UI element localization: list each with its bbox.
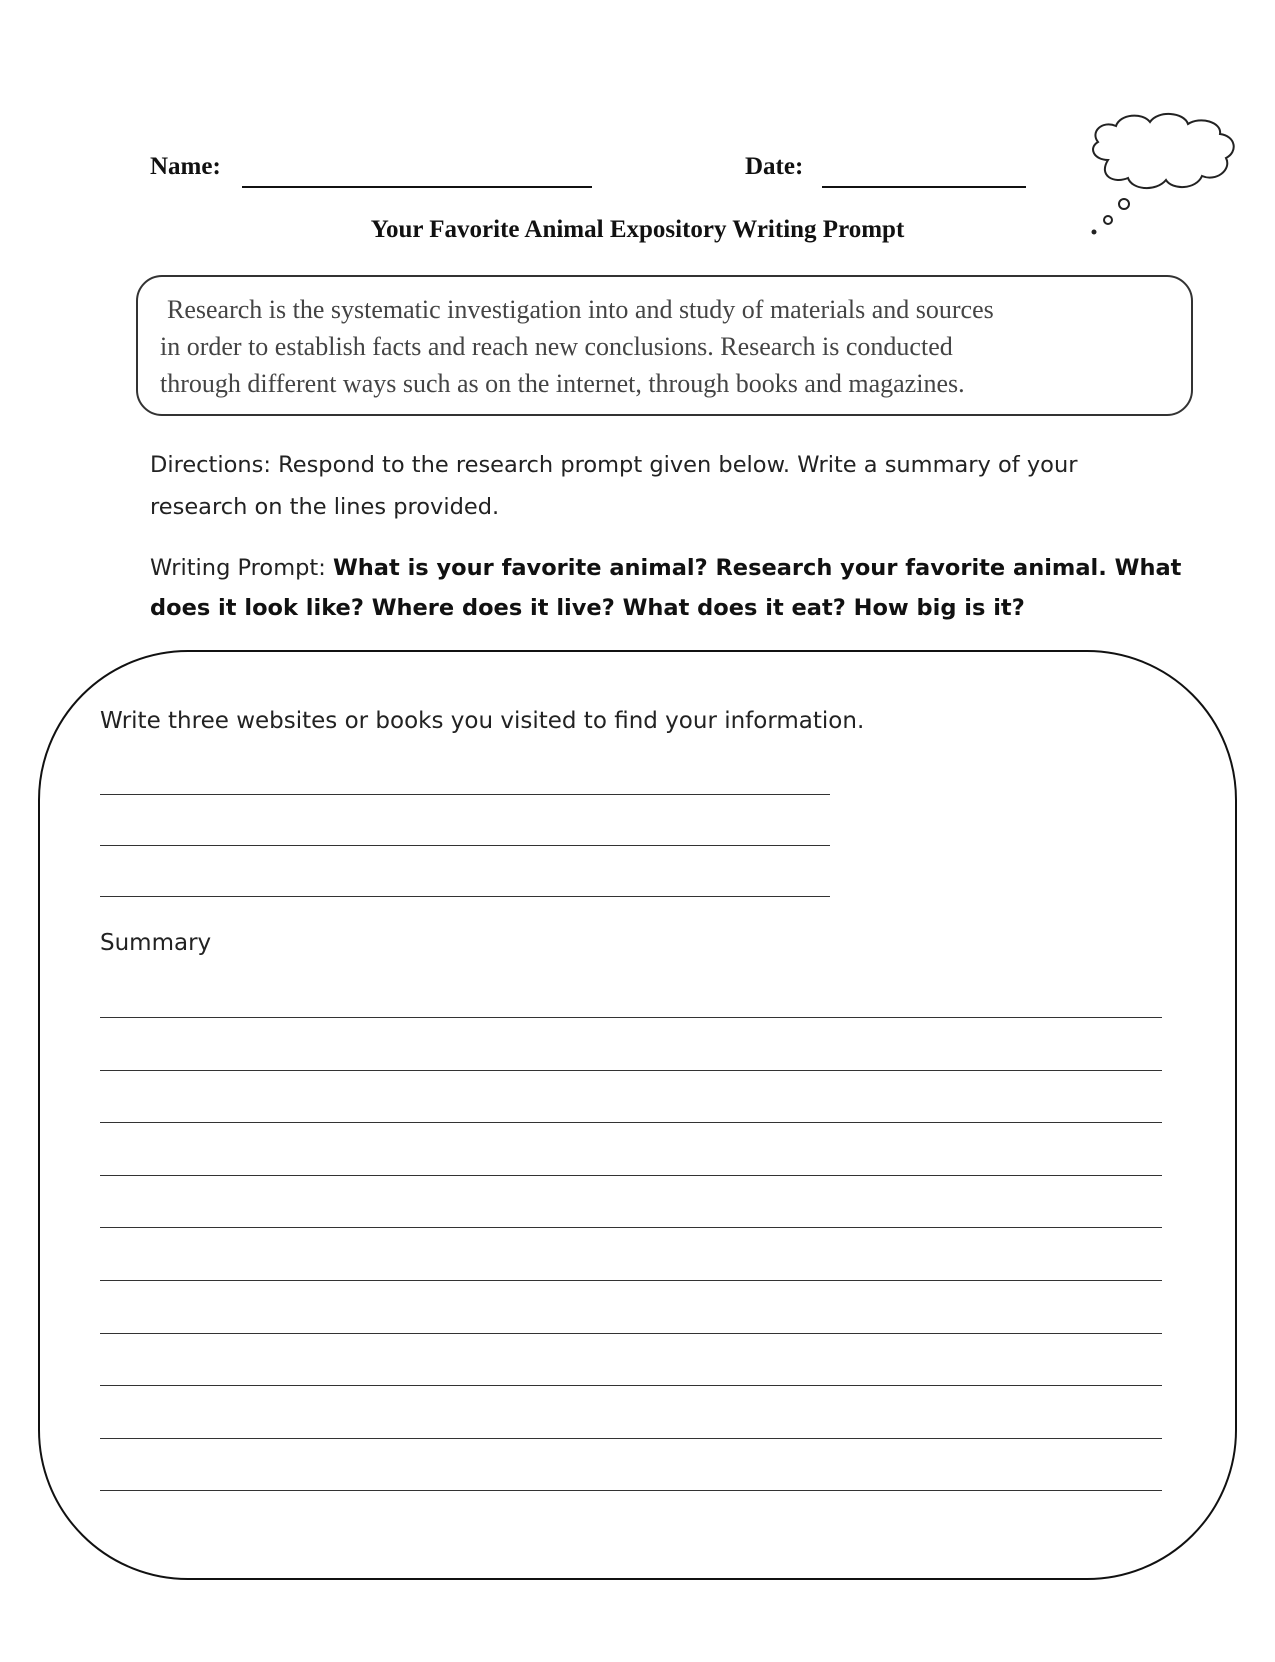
summary-answer-line[interactable] — [100, 1438, 1162, 1439]
summary-answer-line[interactable] — [100, 1490, 1162, 1491]
date-field[interactable] — [822, 186, 1026, 188]
summary-answer-line[interactable] — [100, 1017, 1162, 1018]
research-text-line: through different ways such as on the internet, through books and magazines. — [160, 369, 965, 398]
sources-instruction: Write three websites or books you visited to find your information. — [100, 708, 865, 734]
research-definition-box — [136, 275, 1193, 416]
writing-prompt-question: What is your favorite animal? Research your favorite animal. What does it look like? Where does it live? What does it eat? How big is it? — [150, 555, 1182, 621]
date-label: Date: — [745, 153, 804, 180]
name-label: Name: — [150, 153, 221, 180]
directions-text: Directions: Respond to the research prompt given below. Write a summary of your research on the lines provided. — [150, 452, 1078, 520]
summary-answer-line[interactable] — [100, 1122, 1162, 1123]
source-answer-line[interactable] — [100, 845, 830, 846]
source-answer-line[interactable] — [100, 794, 830, 795]
writing-prompt — [150, 548, 1210, 628]
research-text-line: Research is the systematic investigation into and study of materials and sources — [167, 295, 994, 324]
summary-answer-line[interactable] — [100, 1070, 1162, 1071]
writing-prompt-label: Writing Prompt: — [150, 555, 333, 581]
summary-answer-line[interactable] — [100, 1280, 1162, 1281]
research-text-line: in order to establish facts and reach new conclusions. Research is conducted — [160, 332, 953, 361]
summary-answer-line[interactable] — [100, 1227, 1162, 1228]
answer-box — [38, 650, 1237, 1580]
name-field[interactable] — [242, 186, 592, 188]
summary-label: Summary — [100, 930, 212, 956]
summary-answer-line[interactable] — [100, 1333, 1162, 1334]
worksheet-title: Your Favorite Animal Expository Writing Prompt — [370, 216, 905, 243]
source-answer-line[interactable] — [100, 896, 830, 897]
summary-answer-line[interactable] — [100, 1385, 1162, 1386]
summary-answer-line[interactable] — [100, 1175, 1162, 1176]
